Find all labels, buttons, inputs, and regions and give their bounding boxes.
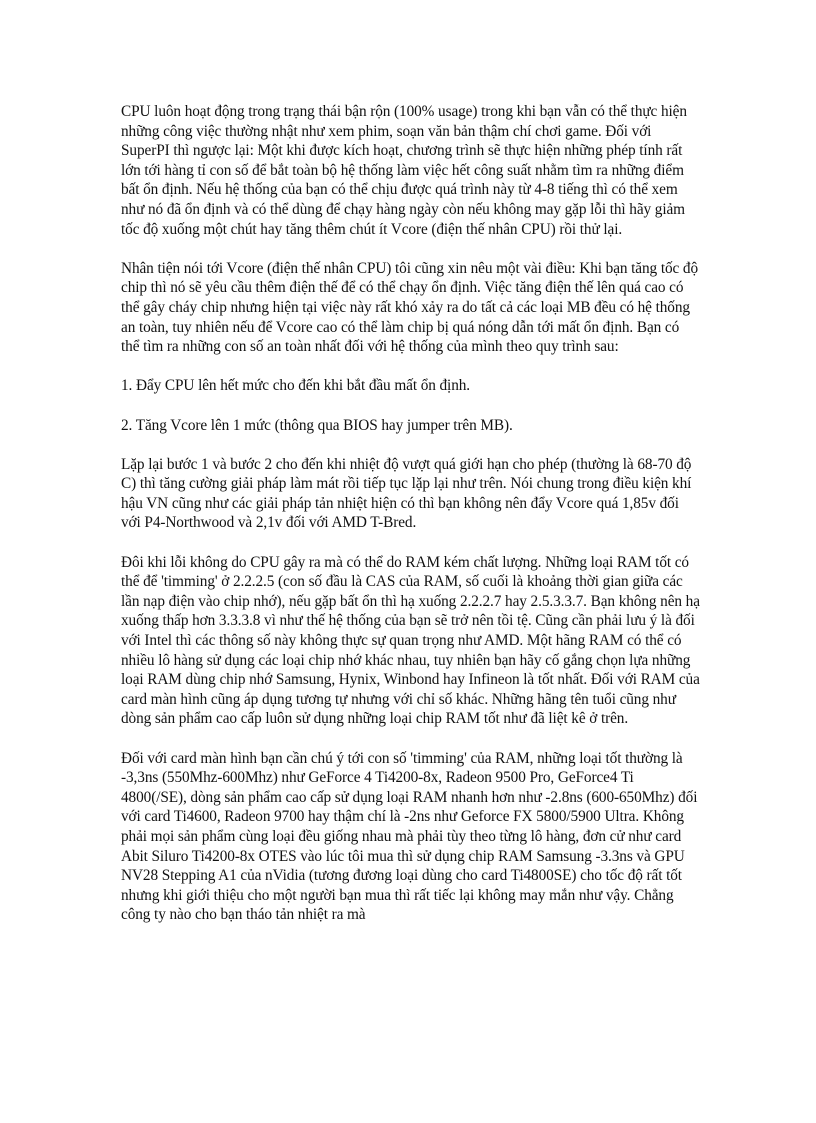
paragraph-superpi: CPU luôn hoạt động trong trạng thái bận rộn (100% usage) trong khi bạn vẫn có thể thực hiện những công việc thường nhật như xem phim, soạn văn bản thậm chí chơi game. Đối với SuperPI thì ngược lại: Một khi được kích hoạt, chương trình sẽ thực hiện những phép tính rất lớn tới hàng tỉ con số để bắt toàn bộ hệ thống làm việc hết công suất nhằm tìm ra những điểm bất ổn định. Nếu hệ thống của bạn có thể chịu được quá trình này từ 4-8 tiếng thì có thể xem như nó đã ổn định và có thể dùng để chạy hàng ngày còn nếu không may gặp lỗi thì hãy giảm tốc độ xuống một chút hay tăng thêm chút ít Vcore (điện thế nhân CPU) rồi thử lại.: [121, 103, 687, 238]
paragraph-vcore-intro: Nhân tiện nói tới Vcore (điện thế nhân CPU) tôi cũng xin nêu một vài điều: Khi bạn tăng tốc độ chip thì nó sẽ yêu cầu thêm điện thế để có thể chạy ổn định. Việc tăng điện thế lên quá cao có thể gây cháy chip nhưng hiện tại việc này rất khó xảy ra do tất cả các loại MB đều có hệ thống an toàn, tuy nhiên nếu để Vcore cao có thể làm chip bị quá nóng dẫn tới mất ổn định. Bạn có thể tìm ra những con số an toàn nhất đối với hệ thống của mình theo quy trình sau:: [121, 259, 699, 356]
paragraph-repeat-steps: Lặp lại bước 1 và bước 2 cho đến khi nhiệt độ vượt quá giới hạn cho phép (thường là 68-70 độ C) thì tăng cường giải pháp làm mát rồi tiếp tục lặp lại như trên. Nói chung trong điều kiện khí hậu VN cũng như các giải pháp tản nhiệt hiện có thì bạn không nên đẩy Vcore quá 1,85v đối với P4-Northwood và 2,1v đối với AMD T-Bred.: [121, 455, 692, 532]
paragraph-step-2: 2. Tăng Vcore lên 1 mức (thông qua BIOS hay jumper trên MB).: [121, 416, 513, 434]
paragraph-ram-timing: Đôi khi lỗi không do CPU gây ra mà có thể do RAM kém chất lượng. Những loại RAM tốt có thể để 'timming' ở 2.2.2.5 (con số đầu là CAS của RAM, số cuối là khoảng thời gian giữa các lần nạp điện vào chip nhớ), nếu gặp bất ổn thì hạ xuống 2.2.2.7 hay 2.5.3.3.7. Bạn không nên hạ xuống thấp hơn 3.3.3.8 vì như thế hệ thống của bạn sẽ trở nên tồi tệ. Cũng cần phải lưu ý là đối với Intel thì các thông số này không thực sự quan trọng như AMD. Một hãng RAM có thể có nhiều lô hàng sử dụng các loại chip nhớ khác nhau, tuy nhiên bạn hãy cố gắng chọn lựa những loại RAM dùng chip nhớ Samsung, Hynix, Winbond hay Infineon là tốt nhất. Đối với RAM của card màn hình cũng áp dụng tương tự nhưng với chỉ số khác. Những hãng tên tuổi cũng như dòng sản phẩm cao cấp luôn sử dụng những loại chip RAM tốt như đã liệt kê ở trên.: [121, 553, 700, 728]
paragraph-step-1: 1. Đẩy CPU lên hết mức cho đến khi bắt đầu mất ổn định.: [121, 377, 471, 395]
paragraph-video-card: Đối với card màn hình bạn cần chú ý tới con số 'timming' của RAM, những loại tốt thường là -3,3ns (550Mhz-600Mhz) như GeForce 4 Ti4200-8x, Radeon 9500 Pro, GeForce4 Ti 4800(/SE), dòng sản phẩm cao cấp sử dụng loại RAM nhanh hơn như -2.8ns (600-650Mhz) đối với card Ti4600, Radeon 9700 hay thậm chí là -2ns như Geforce FX 5800/5900 Ultra. Không phải mọi sản phẩm cùng loại đều giống nhau mà phải tùy theo từng lô hàng, đơn cử như card Abit Siluro Ti4200-8x OTES vào lúc tôi mua thì sử dụng chip RAM Samsung -3.3ns và GPU NV28 Stepping A1 của nVidia (tương đương loại dùng cho card Ti4800SE) cho tốc độ rất tốt nhưng khi giới thiệu cho một người bạn mua thì rất tiếc lại không may mắn như vậy. Chẳng công ty nào cho bạn tháo tản nhiệt ra mà: [121, 749, 698, 924]
document-body: [121, 102, 701, 925]
